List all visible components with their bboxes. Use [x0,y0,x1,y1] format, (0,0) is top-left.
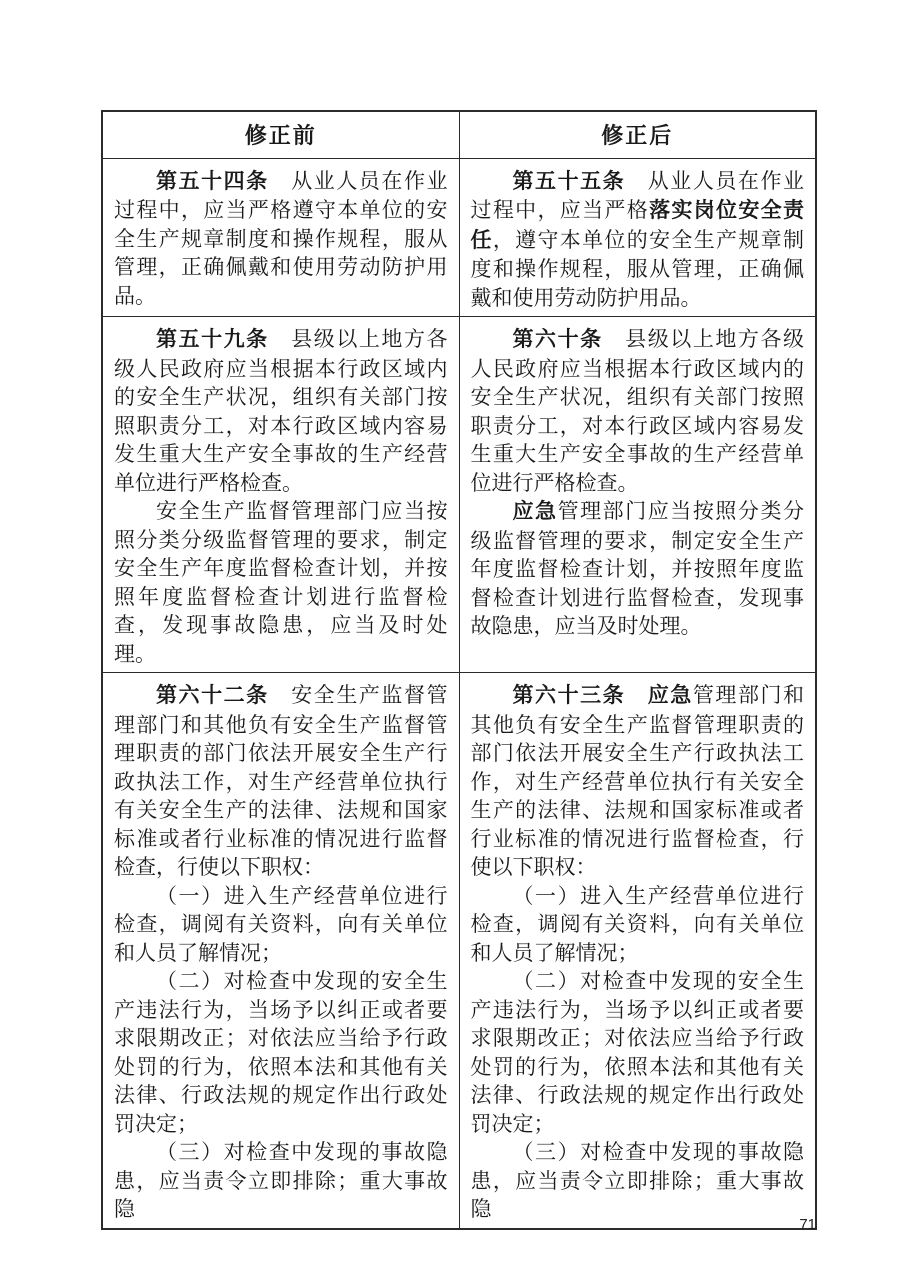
column-header-after: 修正后 [459,111,816,158]
text-run: ，遵守本单位的安全生产规章制度和操作规程，服从管理，正确佩戴和使用劳动防护用品。 [470,227,805,310]
bold-text-run: 应急 [647,684,693,707]
cell-before-row-2 [102,317,459,673]
page-number: 71 [799,1216,816,1233]
table-row [102,158,816,317]
bold-text-run: 第五十四条 [156,169,269,193]
bold-text-run: 第五十九条 [156,328,269,351]
bold-text-run: 应急 [512,500,558,523]
text-run: 县级以上地方各级人民政府应当根据本行政区域内的安全生产状况，组织有关部门按照职责分工，对本行政区域内容易发生重大生产安全事故的生产经营单位进行严格检查。 [470,327,805,495]
text-run: （三）对检查中发现的事故隐患，应当责令立即排除；重大事故隐 [114,1140,448,1221]
cell-after-row-3 [459,673,816,1229]
paragraph [471,325,805,497]
table-row [102,317,816,673]
text-run: 管理部门应当按照分类分级监督管理的要求，制定安全生产年度监督检查计划，并按照年度监督检查计划进行监督检查，发现事故隐患，应当及时处理。 [470,499,805,638]
bold-text-run: 落实岗位安全责任 [470,199,805,252]
table-body [102,158,816,1229]
paragraph [114,1138,448,1224]
paragraph [114,167,448,311]
text-run: 安全生产监督管理部门应当按照分类分级监督管理的要求，制定安全生产年度监督检查计划，并按照年度监督检查计划进行监督检查，发现事故隐患，应当及时处理。 [114,499,448,666]
paragraph [471,681,805,882]
paragraph [471,167,805,313]
bold-text-run: 第五十五条 [512,169,626,193]
paragraph [114,882,448,968]
cell-after-row-2 [459,317,816,673]
text-run: 从业人员在作业过程中，应当严格 [470,168,805,222]
text-run: （二）对检查中发现的安全生产违法行为，当场予以纠正或者要求限期改正；对依法应当给予行政处罚的行为，依照本法和其他有关法律、行政法规的规定作出行政处罚决定； [114,969,448,1136]
paragraph [471,1138,805,1224]
text-run: 管理部门和其他负有安全生产监督管理职责的部门依法开展安全生产行政执法工作，对生产经营单位执行有关安全生产的法律、法规和国家标准或者行业标准的情况进行监督检查，行使以下职权： [470,683,805,879]
amendment-comparison-table [101,110,817,1230]
paragraph [471,882,805,968]
text-run: 县级以上地方各级人民政府应当根据本行政区域内的安全生产状况，组织有关部门按照职责分工，对本行政区域内容易发生重大生产安全事故的生产经营单位进行严格检查。 [114,327,448,495]
paragraph [114,967,448,1138]
table-row [102,673,816,1229]
text-run: （一）进入生产经营单位进行检查，调阅有关资料，向有关单位和人员了解情况； [470,883,804,965]
text-run [625,683,648,707]
text-run: 安全生产监督管理部门和其他负有安全生产监督管理职责的部门依法开展安全生产行政执法工作，对生产经营单位执行有关安全生产的法律、法规和国家标准或者行业标准的情况进行监督检查，行使以下职权： [114,683,448,879]
table-header-row [102,111,816,158]
paragraph [114,497,448,668]
paragraph [471,497,805,641]
cell-before-row-3 [102,673,459,1229]
text-run: 从业人员在作业过程中，应当严格遵守本单位的安全生产规章制度和操作规程，服从管理，正确佩戴和使用劳动防护用品。 [114,168,448,308]
cell-before-row-1 [102,158,459,317]
column-header-before: 修正前 [102,111,459,158]
text-run: （一）进入生产经营单位进行检查，调阅有关资料，向有关单位和人员了解情况； [114,883,448,965]
bold-text-run: 第六十条 [512,328,603,351]
paragraph [114,325,448,497]
bold-text-run: 第六十三条 [512,684,626,707]
paragraph [471,967,805,1138]
text-run: （二）对检查中发现的安全生产违法行为，当场予以纠正或者要求限期改正；对依法应当给予行政处罚的行为，依照本法和其他有关法律、行政法规的规定作出行政处罚决定； [470,969,804,1136]
paragraph [114,681,448,882]
cell-after-row-1 [459,158,816,317]
bold-text-run: 第六十二条 [156,684,269,707]
text-run: （三）对检查中发现的事故隐患，应当责令立即排除；重大事故隐 [470,1140,804,1221]
